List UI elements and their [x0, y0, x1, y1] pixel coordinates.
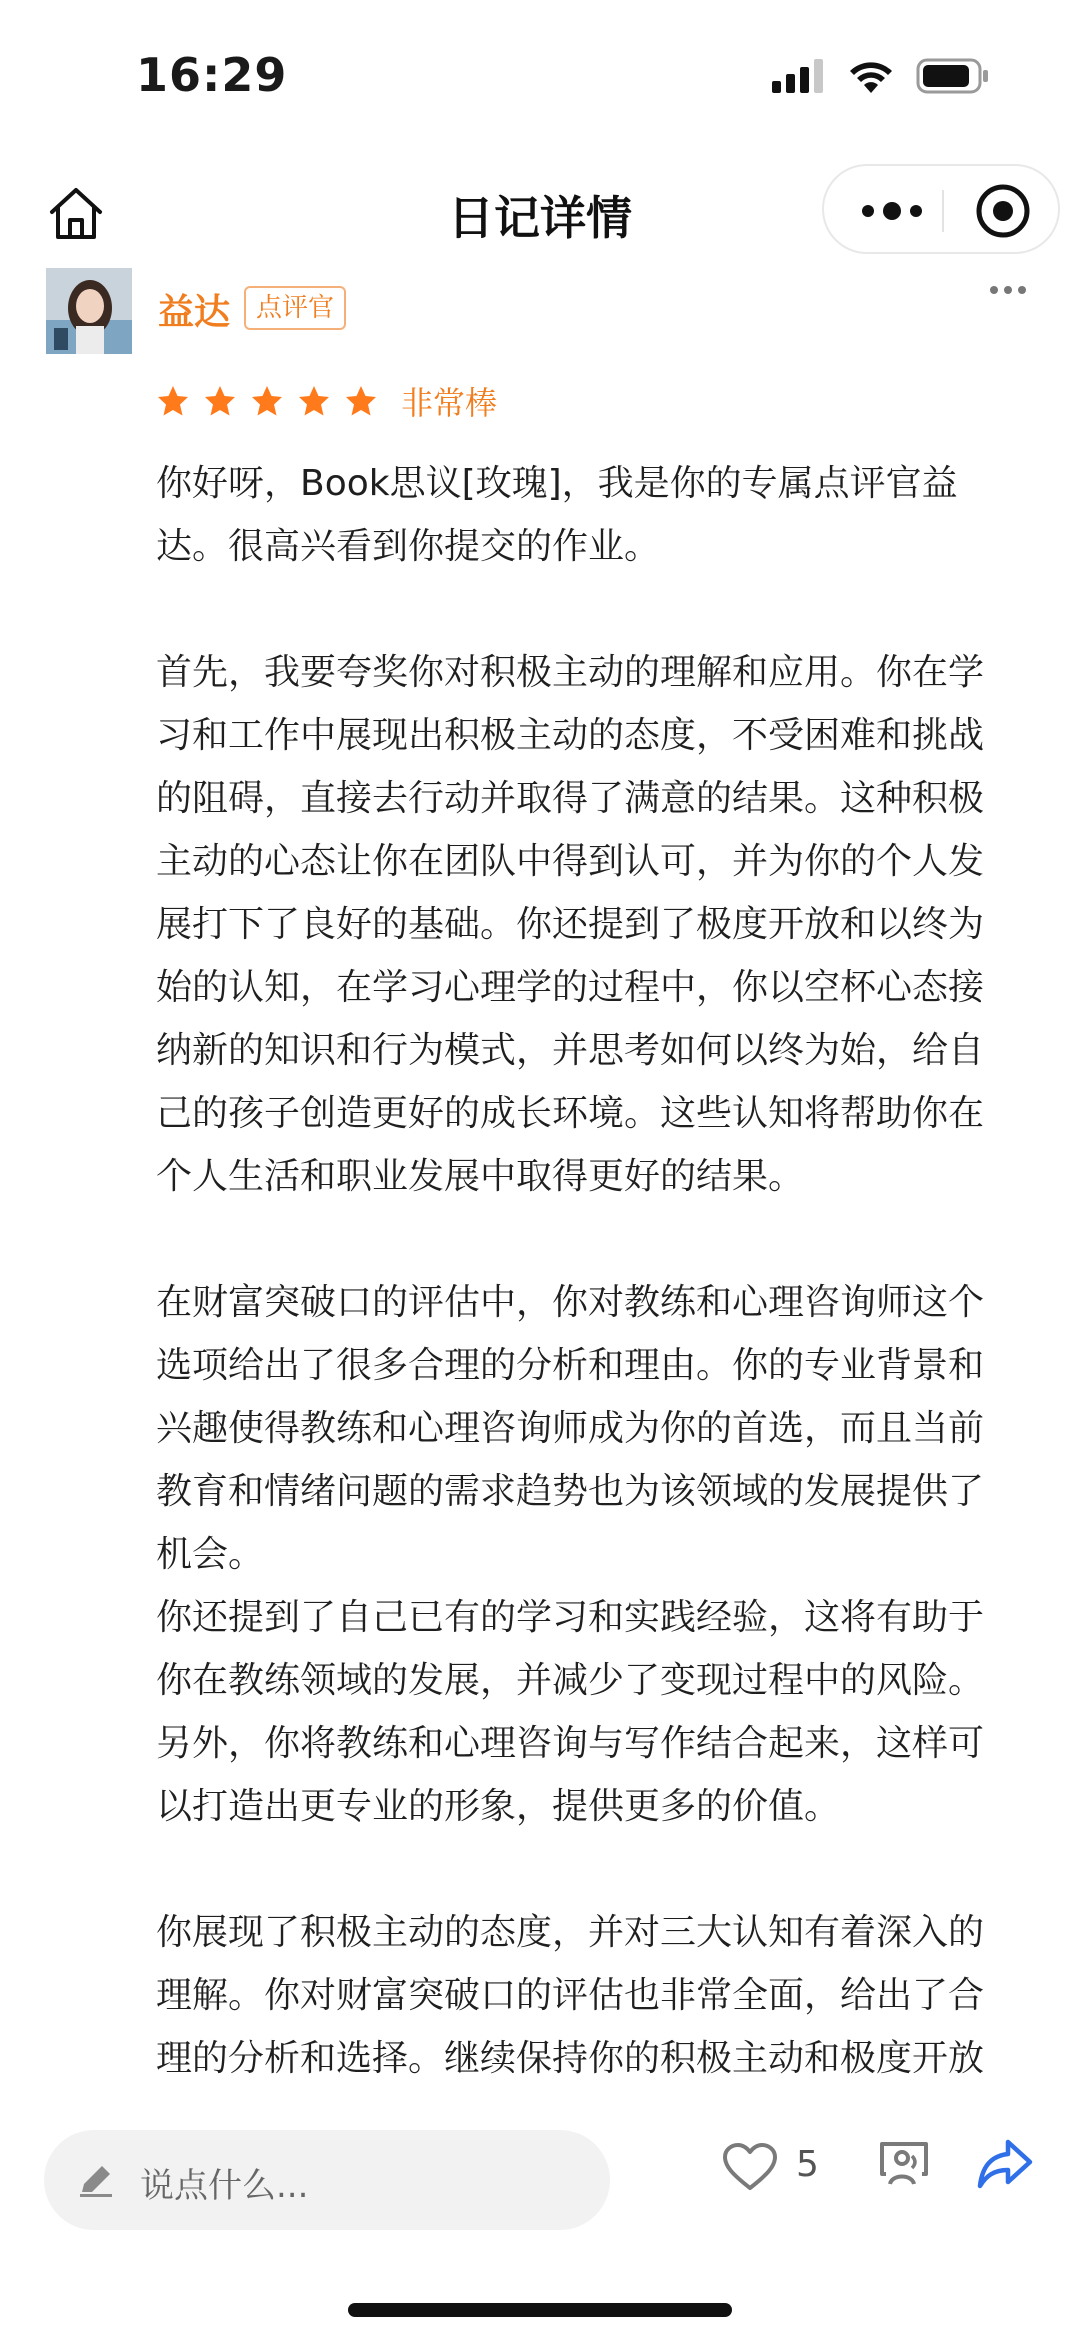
author-avatar[interactable]: [46, 268, 132, 354]
avatar-image: [46, 268, 132, 354]
rating-stars: [156, 384, 391, 418]
comment-placeholder: 说点什么...: [140, 2166, 309, 2206]
star-icon: [250, 384, 284, 418]
share-button[interactable]: [976, 2138, 1034, 2190]
star-icon: [203, 384, 237, 418]
pencil-icon: [76, 2160, 116, 2200]
more-dots-icon: [854, 186, 930, 236]
status-icons: [772, 58, 990, 94]
close-mini-program-button[interactable]: [974, 182, 1032, 240]
star-icon: [297, 384, 331, 418]
review-paragraph: 首先，我要夸奖你对积极主动的理解和应用。你在学习和工作中展现出积极主动的态度，不受困难和挑战的阻碍，直接去行动并取得了满意的结果。这种积极主动的心态让你在团队中得到认可，并为你的个人发展打下了良好的基础。你还提到了极度开放和以终为始的认知，在学习心理学的过程中，你以空杯心态接纳新的知识和行为模式，并思考如何以终为始，给自己的孩子创造更好的成长环境。这些认知将帮助你在个人生活和职业发展中取得更好的结果。: [156, 652, 985, 1197]
review-paragraph: 你还提到了自己已有的学习和实践经验，这将有助于你在教练领域的发展，并减少了变现过程中的风险。另外，你将教练和心理咨询与写作结合起来，这样可以打造出更专业的形象，提供更多的价值。: [156, 1597, 985, 1827]
target-icon: [974, 182, 1032, 240]
screen-share-icon: [878, 2138, 930, 2190]
page-title: 日记详情: [448, 191, 632, 245]
review-paragraph: 你展现了积极主动的态度，并对三大认知有着深入的理解。你对财富突破口的评估也非常全面，给出了合理的分析和选择。继续保持你的积极主动和极度开放: [156, 1912, 985, 2079]
status-time: 16:29: [136, 48, 288, 102]
rating: [156, 378, 497, 424]
heart-icon: [722, 2142, 778, 2192]
rating-label: 非常棒: [401, 384, 498, 422]
post-more-button[interactable]: [988, 280, 1028, 300]
home-indicator: [348, 2303, 732, 2317]
capsule-divider: [942, 190, 944, 232]
review-paragraph: 你好呀，Book思议[玫瑰]，我是你的专属点评官益达。很高兴看到你提交的作业。: [156, 463, 958, 567]
mini-program-capsule: [822, 164, 1060, 254]
more-dots-icon: [988, 280, 1028, 300]
battery-icon: [916, 58, 990, 94]
status-bar: [0, 0, 1080, 150]
star-icon: [156, 384, 190, 418]
comment-input[interactable]: [44, 2130, 610, 2230]
like-button[interactable]: [722, 2142, 778, 2192]
more-menu-button[interactable]: [854, 186, 930, 236]
review-paragraph: 在财富突破口的评估中，你对教练和心理咨询师这个选项给出了很多合理的分析和理由。你的专业背景和兴趣使得教练和心理咨询师成为你的首选，而且当前教育和情绪问题的需求趋势也为该领域的发展提供了机会。: [156, 1282, 985, 1575]
like-count: 5: [796, 2144, 819, 2185]
star-icon: [344, 384, 378, 418]
nav-bar: [0, 160, 1080, 260]
screen-share-button[interactable]: [878, 2138, 930, 2190]
share-arrow-icon: [976, 2138, 1034, 2190]
wifi-icon: [848, 59, 894, 93]
diary-review-text: [156, 452, 1006, 2092]
cellular-signal-icon: [772, 59, 826, 93]
role-badge: 点评官: [244, 286, 346, 330]
author-name[interactable]: 益达: [158, 292, 231, 333]
